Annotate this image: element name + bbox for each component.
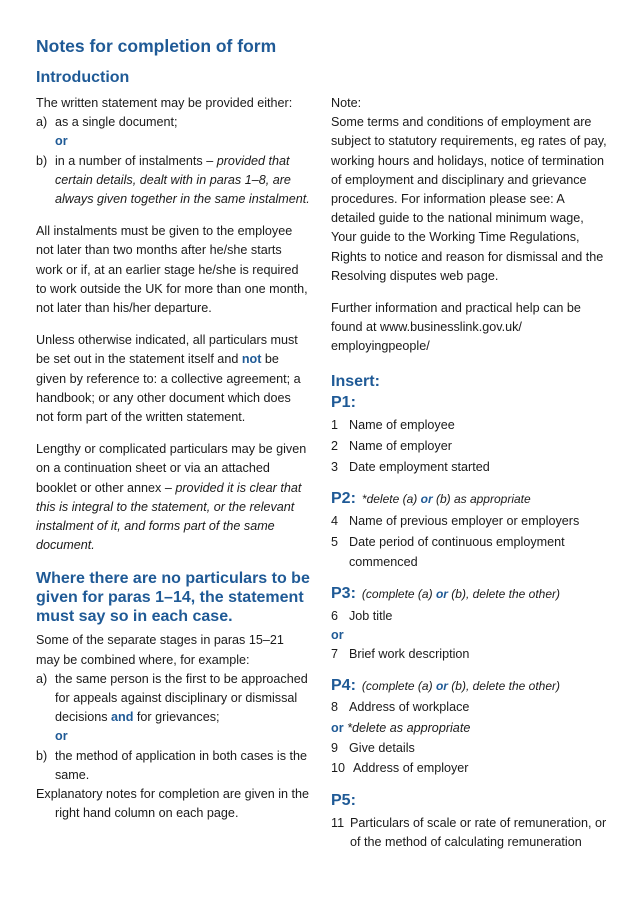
- item-number: 6: [331, 608, 339, 623]
- list-item: [331, 739, 608, 758]
- item-number: 10: [331, 761, 346, 776]
- list-item: [331, 759, 608, 778]
- lengthy-paragraph: [36, 440, 311, 555]
- item-text: Job title: [349, 608, 393, 623]
- p2-note: [362, 492, 531, 506]
- p4-note-or: or: [435, 679, 448, 694]
- lengthy-text: Lengthy or complicated particulars may be given on a continuation sheet or via an attached booklet or other annex –: [36, 442, 307, 495]
- p3-heading: [331, 583, 608, 605]
- item-text: Name of previous employer or employers: [349, 514, 580, 529]
- stage-a: [36, 670, 311, 728]
- p5-label: P5:: [331, 792, 356, 810]
- list-item: [331, 512, 608, 531]
- item-number: 11: [331, 816, 345, 831]
- p2-note-or: or: [420, 492, 433, 507]
- provided-either-text: The written statement may be provided either:: [36, 96, 293, 110]
- introduction-heading: Introduction: [36, 69, 130, 86]
- not-emphasis: not: [241, 352, 262, 367]
- p3-note: [362, 587, 560, 601]
- or-delete-note: [331, 719, 608, 738]
- insert-heading: Insert:: [331, 372, 380, 390]
- item-text: Date employment started: [349, 460, 490, 475]
- item-number: 5: [331, 535, 339, 550]
- explanatory-paragraph: Explanatory notes for completion are given in the right hand column on each page.: [36, 787, 310, 821]
- stage-a-label: a): [36, 671, 48, 686]
- p1-item-list: [331, 416, 608, 478]
- list-item: [331, 814, 608, 852]
- p4-item-list: [331, 698, 608, 778]
- p3-item-list: [331, 607, 608, 665]
- and-emphasis: and: [111, 710, 134, 725]
- option-a: [36, 113, 311, 132]
- p2-note-text-1: *delete (a): [361, 492, 421, 507]
- instalments-paragraph: All instalments must be given to the employee not later than two months after he/she starts work or if, at an earlier stage he/she is required to work outside the UK for more than one month, not later than his/her departure.: [36, 224, 308, 316]
- p2-heading: [331, 488, 608, 510]
- p4-heading: [331, 675, 608, 697]
- note-text: Some terms and conditions of employment are subject to statutory requirements, eg rates of pay, working hours and holidays, notice of termination of employment and disciplinary and grievance procedures. For information please see: A detailed guide to the national minimum wage, Your guide to the Working Time Regulations, Rights to notice and reason for dismissal and the Resolving disputes web page.: [331, 115, 607, 283]
- list-item: [331, 416, 608, 435]
- stage-a-text-1: the same person is the first to be approached for appeals against disciplinary or dismissal decisions: [55, 671, 308, 725]
- or-connector: or: [331, 628, 344, 643]
- option-a-label: a): [36, 115, 48, 130]
- p2-label: P2:: [331, 490, 356, 508]
- unless-text-2: be given by reference to: a collective agreement; a handbook; or any other document which does not form part of the written statement.: [36, 352, 301, 425]
- p3-note-text-2: (b), delete the other): [447, 586, 560, 601]
- item-number: 9: [331, 740, 339, 755]
- lengthy-italic: provided it is clear that this is integral to the statement, or the relevant instalment of it, and forms part of the same document.: [36, 480, 302, 553]
- item-number: 4: [331, 514, 339, 529]
- option-b-label: b): [36, 153, 48, 168]
- page-title: Notes for completion of form: [36, 36, 277, 56]
- item-text: Address of workplace: [349, 700, 470, 715]
- unless-paragraph: [36, 331, 311, 427]
- left-column: [36, 94, 311, 824]
- list-item: [331, 437, 608, 456]
- item-text: Name of employer: [349, 438, 452, 453]
- list-item: [331, 458, 608, 477]
- option-b-text: in a number of instalments –: [55, 153, 217, 168]
- p5-item-list: [331, 814, 608, 852]
- option-a-text: as a single document;: [55, 115, 178, 130]
- delete-as-appropriate: *delete as appropriate: [343, 720, 471, 735]
- p4-note-text-1: (complete (a): [361, 679, 436, 694]
- p4-note-text-2: (b), delete the other): [447, 679, 560, 694]
- p4-label: P4:: [331, 677, 356, 695]
- p2-item-list: [331, 512, 608, 572]
- list-item: [331, 607, 608, 626]
- item-text: Particulars of scale or rate of remuneration, or of the method of calculating remuneration: [350, 816, 607, 850]
- p5-heading: [331, 790, 608, 811]
- or-connector: or: [331, 720, 344, 735]
- option-b: [36, 152, 311, 210]
- p3-note-or: or: [435, 586, 448, 601]
- stages-paragraph: Some of the separate stages in paras 15–21 may be combined where, for example:: [36, 633, 284, 667]
- item-text: Address of employer: [353, 761, 469, 776]
- item-number: 1: [331, 417, 339, 432]
- p2-note-text-2: (b) as appropriate: [432, 492, 531, 507]
- item-text: Brief work description: [349, 647, 470, 662]
- item-text: Name of employee: [349, 417, 455, 432]
- further-info-text: Further information and practical help can be found at www.businesslink.gov.uk/ employingpeople/: [331, 301, 581, 354]
- item-number: 8: [331, 700, 339, 715]
- unless-text-1: Unless otherwise indicated, all particulars must be set out in the statement itself and: [36, 333, 298, 367]
- item-number: 2: [331, 438, 339, 453]
- item-number: 3: [331, 460, 339, 475]
- no-particulars-heading: Where there are no particulars to be given for paras 1–14, the statement must say so in each case.: [36, 570, 310, 626]
- list-item: [331, 533, 608, 571]
- or-connector: or: [55, 729, 68, 744]
- stage-a-text-2: for grievances;: [133, 710, 220, 725]
- right-column: [331, 94, 608, 853]
- note-label: Note:: [331, 96, 362, 110]
- p3-note-text-1: (complete (a): [361, 586, 436, 601]
- item-text: Give details: [349, 740, 415, 755]
- p1-heading: P1:: [331, 393, 356, 411]
- or-connector: or: [55, 134, 68, 149]
- option-b-italic: provided that certain details, dealt with in paras 1–8, are always given together in the same instalment.: [55, 153, 310, 207]
- stage-b-label: b): [36, 748, 48, 763]
- stage-b: [36, 747, 311, 785]
- item-number: 7: [331, 647, 339, 662]
- list-item: [331, 645, 608, 664]
- p3-label: P3:: [331, 584, 356, 602]
- item-text: Date period of continuous employment commenced: [349, 535, 565, 569]
- stage-b-text: the method of application in both cases is the same.: [55, 748, 308, 782]
- p4-note: [362, 679, 560, 693]
- list-item: [331, 698, 608, 717]
